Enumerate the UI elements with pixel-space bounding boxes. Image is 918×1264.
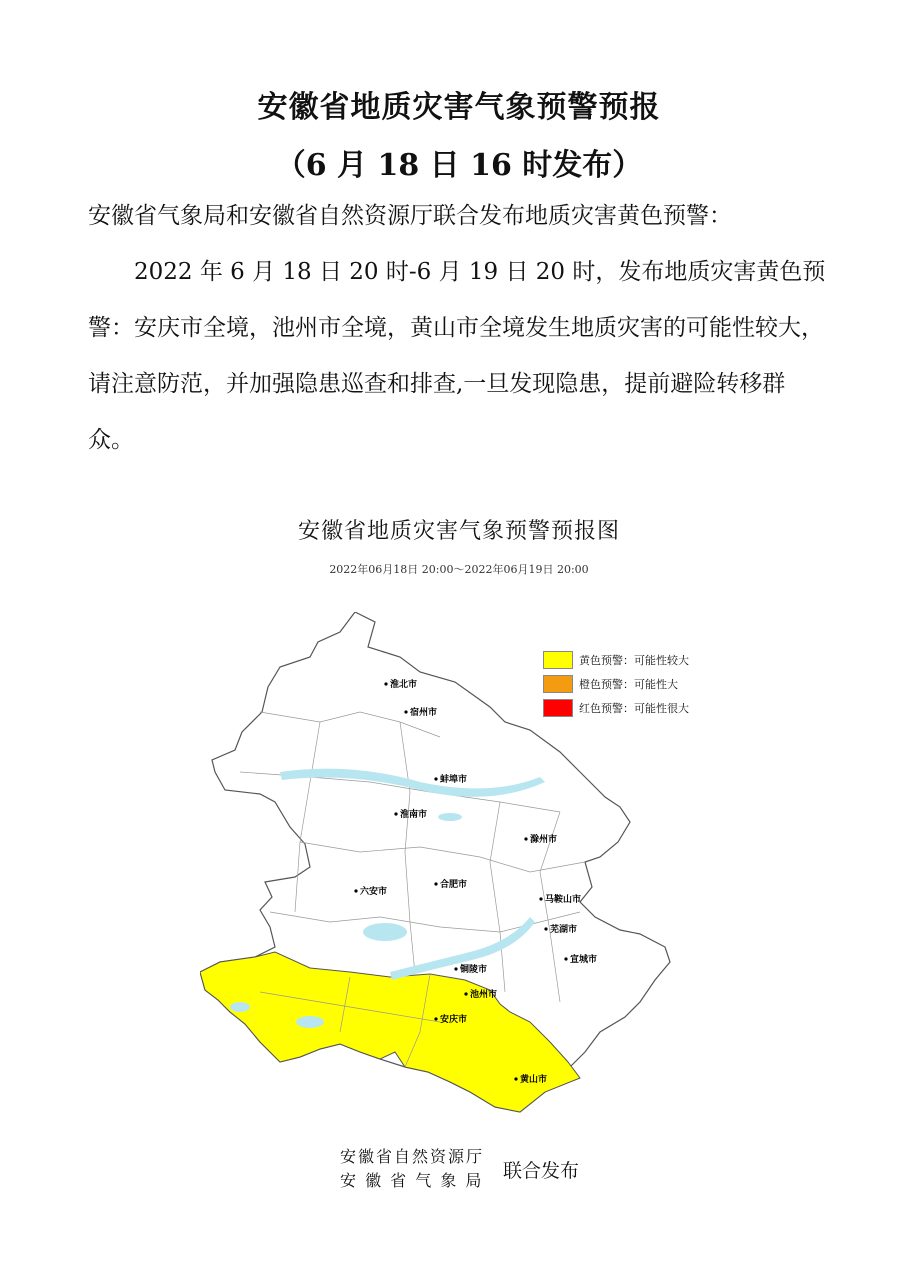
intro-paragraph: 安徽省气象局和安徽省自然资源厅联合发布地质灾害黄色预警： (88, 203, 732, 229)
city-label: 合肥市 (440, 880, 468, 890)
city-dot (524, 837, 527, 840)
city-label: 铜陵市 (460, 965, 488, 975)
city-label: 宣城市 (570, 955, 598, 965)
city-label: 黄山市 (520, 1075, 548, 1085)
legend-red (543, 696, 689, 720)
city-label: 六安市 (360, 887, 388, 897)
legend-label: 红色预警：可能性很大 (579, 702, 689, 715)
issuing-orgs (340, 1145, 484, 1193)
city-label: 滁州市 (530, 835, 558, 845)
city-label: 芜湖市 (550, 925, 578, 935)
city-dot (354, 889, 357, 892)
legend-yellow (543, 648, 689, 672)
joint-release-label: 联合发布 (503, 1160, 580, 1182)
city-dot (514, 1077, 517, 1080)
map-legend (543, 648, 689, 720)
map-title: 安徽省地质灾害气象预警预报图 (297, 519, 620, 544)
city-label: 安庆市 (440, 1015, 468, 1025)
city-dot (544, 927, 547, 930)
city-dot (564, 957, 567, 960)
legend-label: 黄色预警：可能性较大 (579, 654, 689, 667)
city-dot (454, 967, 457, 970)
city-label: 池州市 (470, 990, 498, 1000)
legend-label: 橙色预警：可能性大 (579, 678, 678, 691)
city-dot (404, 710, 407, 713)
city-label: 淮北市 (390, 680, 418, 690)
map-period: 2022年06月18日 20:00～2022年06月19日 20:00 (329, 563, 589, 576)
page-title: 安徽省地质灾害气象预警预报 (257, 90, 661, 125)
city-label: 淮南市 (400, 810, 428, 820)
city-label: 宿州市 (410, 708, 438, 718)
legend-swatch (543, 651, 573, 669)
city-label: 蚌埠市 (440, 775, 468, 785)
legend-swatch (543, 699, 573, 717)
city-dot (434, 777, 437, 780)
city-dot (464, 992, 467, 995)
city-dot (384, 682, 387, 685)
legend-swatch (543, 675, 573, 693)
city-dot (539, 897, 542, 900)
city-dot (394, 812, 397, 815)
legend-orange (543, 672, 689, 696)
org-meteorology: 安 徽 省 气 象 局 (340, 1171, 484, 1190)
city-dot (434, 882, 437, 885)
warning-paragraph: 2022 年 6 月 18 日 20 时-6 月 19 日 20 时，发布地质灾害黄色预警：安庆市全境，池州市全境，黄山市全境发生地质灾害的可能性较大，请注意防范，并加强隐患巡查和排查,一旦发现隐患，提前避险转移群众。 (88, 259, 826, 453)
city-dot (434, 1017, 437, 1020)
org-natural-resources: 安徽省自然资源厅 (340, 1147, 485, 1166)
publish-time: （6 月 18 日 16 时发布） (275, 148, 643, 183)
city-label: 马鞍山市 (545, 895, 582, 905)
